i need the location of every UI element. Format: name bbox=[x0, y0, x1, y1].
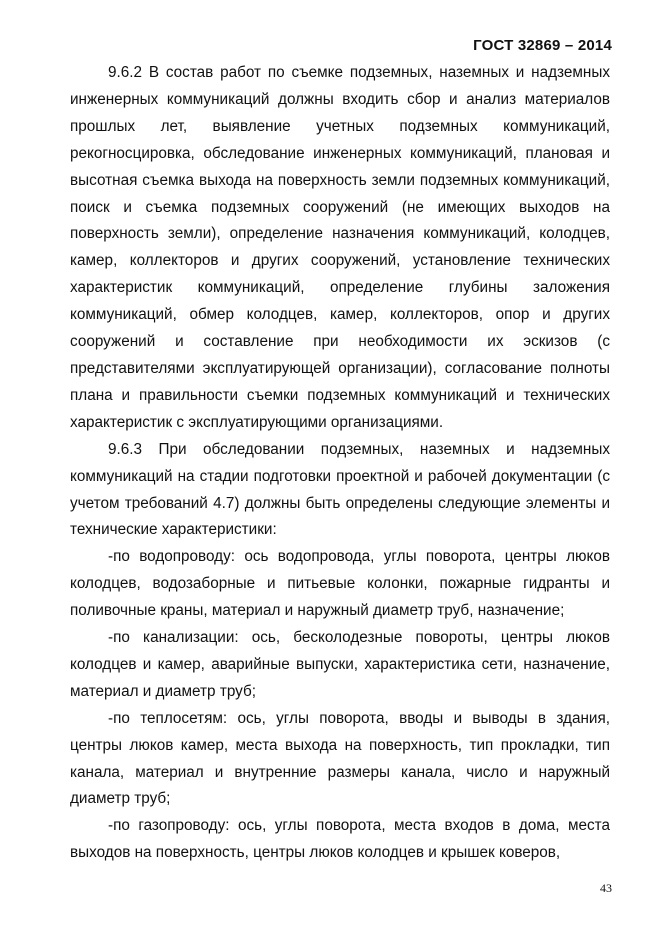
list-item-water-supply: -по водопроводу: ось водопровода, углы поворота, центры люков колодцев, водозаборные и питьевые колонки, пожарные гидранты и поливочные краны, материал и наружный диаметр труб, назначение; bbox=[70, 548, 610, 620]
document-header: ГОСТ 32869 – 2014 bbox=[473, 37, 612, 54]
list-item-sewerage: -по канализации: ось, бесколодезные повороты, центры люков колодцев и камер, аварийные выпуски, характеристика сети, назначение, материал и диаметр труб; bbox=[70, 629, 610, 700]
list-item-heating-networks: -по теплосетям: ось, углы поворота, вводы и выводы в здания, центры люков камер, места выхода на поверхность, тип прокладки, тип канала, материал и внутренние размеры канала, число и наружный диаметр труб; bbox=[70, 709, 610, 808]
paragraph-9-6-2: 9.6.2 В состав работ по съемке подземных, наземных и надземных инженерных коммуникаций должны входить сбор и анализ материалов прошлых лет, выявление учетных подземных коммуникаций, рекогносцировка, обследование инженерных коммуникаций, плановая и высотная съемка выхода на поверхность земли подземных коммуникаций, поиск и съемка подземных сооружений (не имеющих выходов на поверхность земли), определение назначения коммуникаций, колодцев, камер, коллекторов и других сооружений, установление технических характеристик коммуникаций, определение глубины заложения коммуникаций, обмер колодцев, камер, коллекторов, опор и других сооружений и составление при необходимости их эскизов (с представителями эксплуатирующей организации), согласование полноты плана и правильности съемки подземных коммуникаций и технических характеристик с эксплуатирующими организациями. bbox=[70, 64, 610, 431]
paragraph-9-6-3: 9.6.3 При обследовании подземных, наземных и надземных коммуникаций на стадии подготовки проектной и рабочей документации (с учетом требований 4.7) должны быть определены следующие элементы и технические характеристики: bbox=[70, 440, 610, 539]
page-number: 43 bbox=[600, 881, 612, 895]
document-body bbox=[70, 60, 610, 867]
list-item-gas-pipeline: -по газопроводу: ось, углы поворота, места входов в дома, места выходов на поверхность, центры люков колодцев и крышек коверов, bbox=[70, 817, 610, 862]
